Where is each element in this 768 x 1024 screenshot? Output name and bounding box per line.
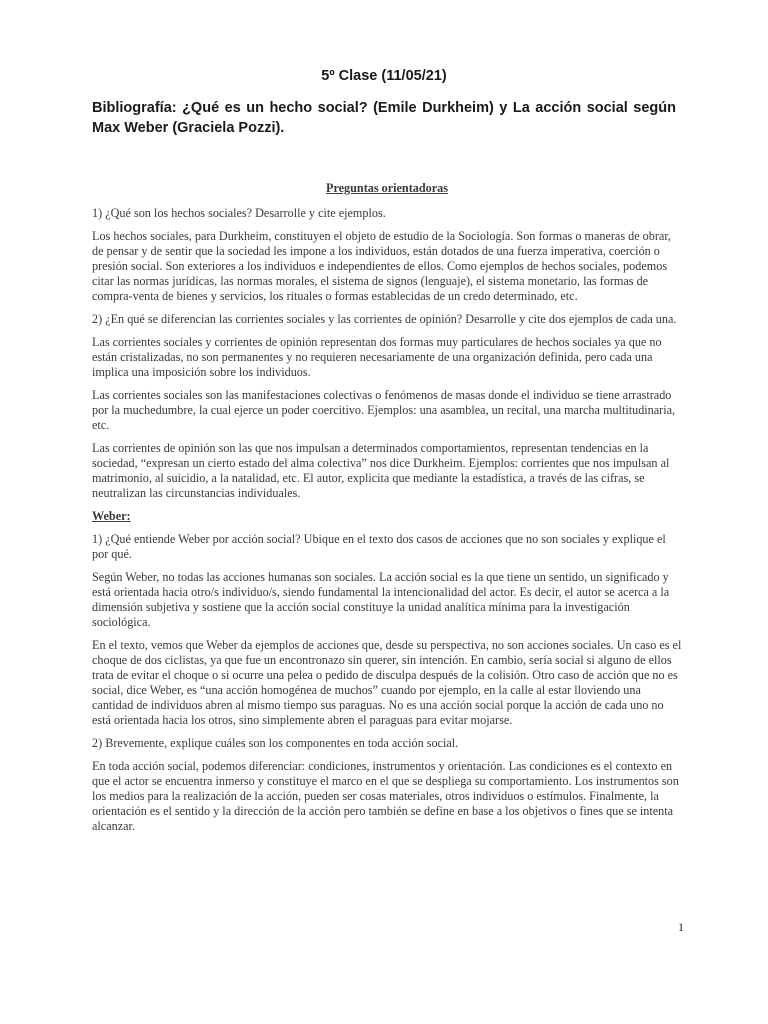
question-durkheim-2: 2) ¿En qué se diferencian las corrientes sociales y las corrientes de opinión? Desarrolle y cite dos ejemplos de cada una. <box>92 312 677 326</box>
answer-durkheim-2c: Las corrientes de opinión son las que nos impulsan a determinados comportamientos, representan tendencias en la sociedad, “expresan un cierto estado del alma colectiva” nos dice Durkheim. Ejemplos: corrientes que nos impulsan al matrimonio, al suicidio, a la natalidad, etc. El autor, explicita que mediante la estadística, a través de las cifras, se neutralizan las circunstancias individuales. <box>92 441 670 500</box>
page-title: 5º Clase (11/05/21) <box>321 68 447 84</box>
question-durkheim-1: 1) ¿Qué son los hechos sociales? Desarrolle y cite ejemplos. <box>92 206 386 220</box>
bibliography-heading: Bibliografía: ¿Qué es un hecho social? (Emile Durkheim) y La acción social según Max Weber (Graciela Pozzi). <box>92 100 676 136</box>
question-weber-2: 2) Brevemente, explique cuáles son los componentes en toda acción social. <box>92 736 459 750</box>
answer-durkheim-1: Los hechos sociales, para Durkheim, constituyen el objeto de estudio de la Sociología. Son formas o maneras de obrar, de pensar y de sentir que la sociedad les impone a los individuos, están dotados de una fuerza imperativa, coerción o presión social. Son exteriores a los individuos e independientes de ellos. Como ejemplos de hechos sociales, podemos citar las normas jurídicas, las normas morales, el sistema de signos (lenguaje), el sistema monetario, las formas de compra-venta de bienes y servicios, los rituales o formas establecidas de un credo determinado, etc. <box>92 229 671 303</box>
answer-weber-2: En toda acción social, podemos diferenciar: condiciones, instrumentos y orientación. Las condiciones es el contexto en que el actor se encuentra inmerso y constituye el marco en el que se despliega su comportamiento. Los instrumentos son los medios para la realización de la acción, pueden ser cosas materiales, otros individuos o estímulos. Finalmente, la orientación es el sentido y la dirección de la acción pero también se define en base a los objetivos o fines que se intenta alcanzar. <box>92 759 679 833</box>
answer-durkheim-2b: Las corrientes sociales son las manifestaciones colectivas o fenómenos de masas donde el individuo se tiene arrastrado por la muchedumbre, la cual ejerce un poder coercitivo. Ejemplos: una asamblea, un recital, una marcha multitudinaria, etc. <box>92 388 676 432</box>
answer-weber-1a: Según Weber, no todas las acciones humanas son sociales. La acción social es la que tiene un sentido, un significado y está orientada hacia otro/s individuo/s, siendo fundamental la intencionalidad del actor. Es decir, el autor se acerca a la dimensión subjetiva y sostiene que la acción social constituye la unidad analítica mínima para la investigación sociológica. <box>92 570 670 629</box>
page-number: 1 <box>678 920 684 934</box>
section-heading-preguntas: Preguntas orientadoras <box>326 181 448 195</box>
answer-durkheim-2a: Las corrientes sociales y corrientes de opinión representan dos formas muy particulares de hechos sociales ya que no están cristalizadas, no son permanentes y no requieren necesariamente de una organización definida, pero cada una implica una imposición sobre los individuos. <box>92 335 662 379</box>
document-body <box>92 181 682 842</box>
question-weber-1: 1) ¿Qué entiende Weber por acción social? Ubique en el texto dos casos de acciones que no son sociales y explique el por qué. <box>92 532 666 561</box>
answer-weber-1b: En el texto, vemos que Weber da ejemplos de acciones que, desde su perspectiva, no son acciones sociales. Un caso es el choque de dos ciclistas, ya que fue un encontronazo sin querer, sin intención. En cambio, sería social si alguno de ellos trata de evitar el choque o si ocurre una pelea o pedido de disculpa después de la colisión. Otro caso de acción que no es social, dice Weber, es “una acción homogénea de muchos” cuando por ejemplo, en la calle al estar lloviendo una cantidad de individuos abren al mismo tiempo sus paraguas. No es una acción social porque la acción de cada uno no está orientada hacia los otros, sino simplemente abren el paraguas para evitar mojarse. <box>92 638 682 727</box>
section-heading-weber: Weber: <box>92 509 131 523</box>
